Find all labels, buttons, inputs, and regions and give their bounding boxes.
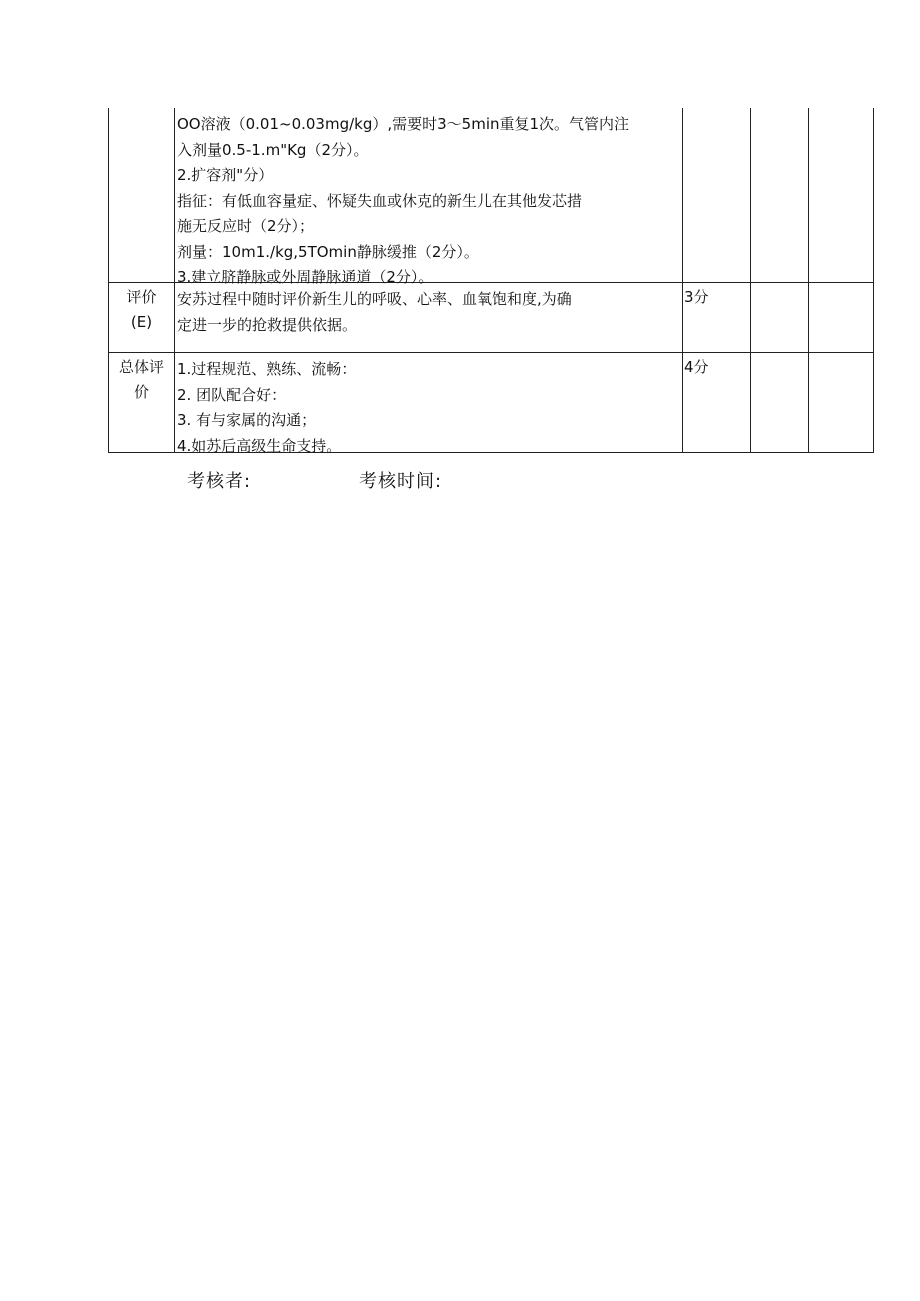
content-line: 入剂量0.5-1.m"Kg（2分）。	[177, 140, 369, 159]
exam-time-label: 考核时间:	[359, 471, 443, 492]
category-label: 评价	[126, 288, 157, 306]
blank-cell	[750, 108, 808, 282]
examiner-label: 考核者:	[187, 471, 252, 492]
content-cell	[174, 108, 682, 286]
category-cell	[108, 108, 174, 282]
blank-cell	[808, 108, 874, 282]
category-label: 价	[133, 383, 149, 401]
score-cell	[682, 108, 750, 282]
table-row-overall	[108, 353, 874, 453]
content-line: 2. 团队配合好：	[177, 385, 287, 404]
category-label: 总体评	[118, 358, 164, 376]
table-row-medication	[108, 108, 874, 286]
content-line: 安苏过程中随时评价新生儿的呼吸、心率、血氧饱和度,为确	[177, 290, 572, 308]
assessment-table	[108, 108, 874, 453]
blank-cell	[808, 353, 874, 452]
category-cell	[108, 353, 174, 452]
content-line: 3.建立脐静脉或外周静脉通道（2分）。	[177, 268, 434, 286]
blank-cell	[750, 353, 808, 452]
content-line: 3. 有与家属的沟通；	[177, 411, 317, 429]
blank-cell	[808, 283, 874, 352]
score-cell: 3分	[682, 283, 750, 352]
content-line: 4.如苏后高级生命支持。	[177, 436, 342, 455]
blank-cell	[750, 283, 808, 352]
content-line: 指征：有低血容量症、怀疑失血或休克的新生儿在其他发芯措	[177, 191, 583, 210]
content-line: OO溶液（0.01~0.03mg/kg）,需要时3〜5min重复1次。气管内注	[177, 115, 630, 133]
content-cell	[174, 283, 682, 352]
category-label: (E)	[130, 313, 153, 331]
content-line: 1.过程规范、熟练、流畅：	[177, 360, 357, 378]
content-line: 2.扩容剂"分）	[177, 166, 274, 184]
content-cell	[174, 353, 682, 455]
content-line: 定进一步的抢救提供依据。	[177, 315, 358, 334]
content-line: 剂量：10m1./kg,5TOmin静脉缓推（2分）。	[177, 242, 479, 261]
table-row-evaluation	[108, 283, 874, 353]
score-cell: 4分	[682, 353, 750, 452]
category-cell	[108, 283, 174, 352]
content-line: 施无反应时（2分）；	[177, 217, 315, 235]
